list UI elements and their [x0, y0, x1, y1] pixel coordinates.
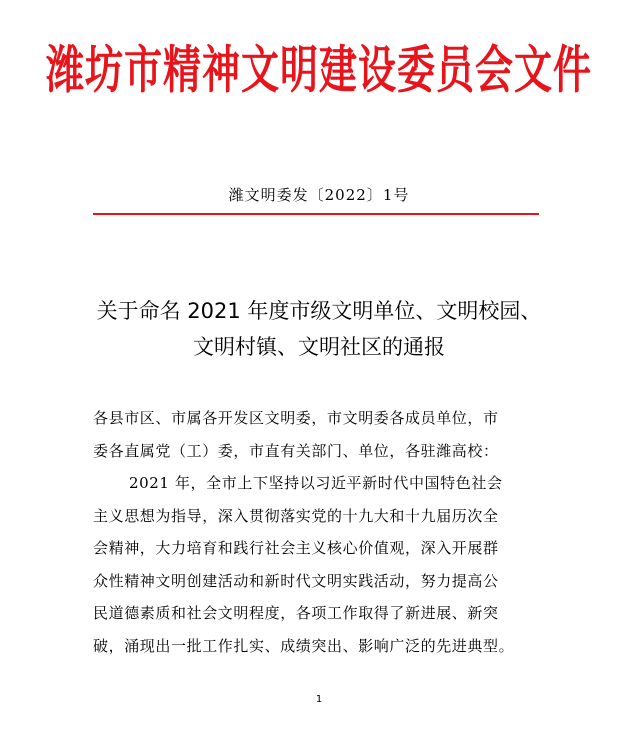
red-divider-line — [93, 213, 539, 215]
issuer-header: 潍坊市精神文明建设委员会文件 — [45, 40, 592, 100]
addressee-line-1: 各县市区、市属各开发区文明委，市文明委各成员单位，市 — [93, 409, 499, 427]
addressee-line-2: 委各直属党（工）委，市直有关部门、单位，各驻潍高校： — [93, 441, 499, 460]
title-line-2: 文明村镇、文明社区的通报 — [193, 335, 445, 359]
document-body — [93, 402, 553, 662]
paragraph-line-4: 众性精神文明创建活动和新时代文明实践活动，努力提高公 — [93, 571, 499, 590]
paragraph-line-2: 主义思想为指导，深入贯彻落实党的十九大和十九届历次全 — [93, 506, 499, 525]
document-number: 潍文明委发〔2022〕1号 — [228, 186, 410, 204]
paragraph-line-1: 2021 年，全市上下坚持以习近平新时代中国特色社会 — [129, 474, 503, 492]
page-number: 1 — [315, 694, 323, 705]
title-line-1: 关于命名 2021 年度市级文明单位、文明校园、 — [96, 299, 542, 323]
paragraph-line-5: 民道德素质和社会文明程度，各项工作取得了新进展、新突 — [93, 604, 499, 622]
document-title — [0, 293, 638, 365]
paragraph-line-6: 破，涌现出一批工作扎实、成绩突出、影响广泛的先进典型。 — [93, 636, 515, 655]
paragraph-line-3: 会精神，大力培育和践行社会主义核心价值观，深入开展群 — [93, 539, 499, 557]
